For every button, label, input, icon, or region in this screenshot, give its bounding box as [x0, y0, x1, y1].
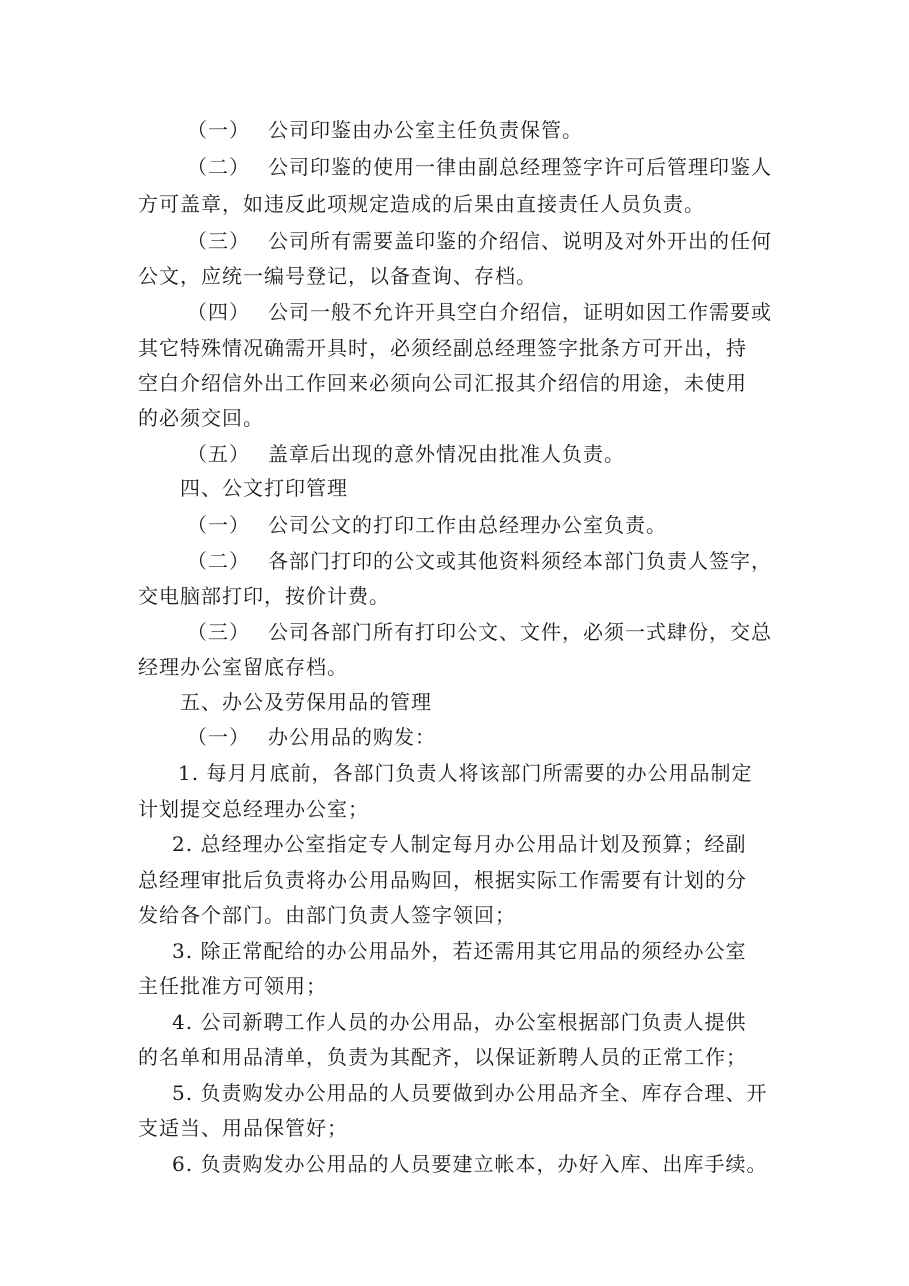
line-text: 的必须交回。: [138, 406, 264, 430]
line-text: 总经理审批后负责将办公用品购回，根据实际工作需要有计划的分: [138, 868, 747, 892]
paragraph-line: [138, 797, 369, 821]
paragraph-line: [187, 442, 625, 466]
line-text: 主任批准方可领用；: [138, 974, 327, 998]
paragraph-line: [138, 336, 747, 360]
line-text: 空白介绍信外出工作回来必须向公司汇报其介绍信的用途，未使用: [138, 371, 747, 395]
paragraph-line: [138, 584, 390, 608]
line-text: 方可盖章，如违反此项规定造成的后果由直接责任人员负责。: [138, 192, 705, 216]
line-text: 交电脑部打印，按价计费。: [138, 584, 390, 608]
paragraph-line: [138, 974, 327, 998]
paragraph-line: [187, 513, 667, 537]
paragraph-line: [138, 1116, 348, 1140]
line-text: 盖章后出现的意外情况由批准人负责。: [268, 442, 625, 466]
numbered-line: [172, 1081, 767, 1105]
line-text: 计划提交总经理办公室；: [138, 797, 369, 821]
numbered-line: [172, 1010, 746, 1034]
numbered-line: [172, 1152, 767, 1176]
item-label: （三）: [187, 620, 250, 644]
paragraph-line: [187, 620, 772, 644]
paragraph-line: [187, 155, 772, 179]
heading-text: 五、办公及劳保用品的管理: [180, 690, 432, 714]
item-label: （一）: [187, 725, 250, 749]
line-text: 3. 除正常配给的办公用品外，若还需用其它用品的须经办公室: [172, 939, 747, 963]
line-text: 的名单和用品清单，负责为其配齐，以保证新聘人员的正常工作；: [138, 1045, 747, 1069]
heading-text: 四、公文打印管理: [180, 476, 348, 500]
line-text: 发给各个部门。由部门负责人签字领回；: [138, 903, 516, 927]
line-text: 公司印鉴的使用一律由副总经理签字许可后管理印鉴人: [268, 155, 772, 179]
paragraph-line: [187, 300, 772, 324]
item-label: （二）: [187, 549, 250, 573]
line-text: 公司一般不允许开具空白介绍信，证明如因工作需要或: [268, 300, 772, 324]
paragraph-line: [138, 192, 705, 216]
line-text: 公司印鉴由办公室主任负责保管。: [268, 118, 583, 142]
line-text: 2. 总经理办公室指定专人制定每月办公用品计划及预算；经副: [172, 832, 747, 856]
line-text: 公司各部门所有打印公文、文件，必须一式肆份，交总: [268, 620, 772, 644]
line-text: 办公用品的购发：: [268, 725, 436, 749]
item-label: （二）: [187, 155, 250, 179]
item-label: （五）: [187, 442, 250, 466]
line-text: 6. 负责购发办公用品的人员要建立帐本，办好入库、出库手续。: [172, 1152, 768, 1176]
line-text: 公司公文的打印工作由总经理办公室负责。: [268, 513, 667, 537]
paragraph-line: [138, 406, 264, 430]
paragraph-line: [138, 903, 516, 927]
paragraph-line: [138, 868, 747, 892]
numbered-line: [172, 939, 746, 963]
line-text: 5. 负责购发办公用品的人员要做到办公用品齐全、库存合理、开: [172, 1081, 768, 1105]
section-heading: [180, 476, 348, 500]
paragraph-line: [138, 1045, 747, 1069]
paragraph-line: [138, 655, 348, 679]
line-text: 其它特殊情况确需开具时，必须经副总经理签字批条方可开出，持: [138, 336, 747, 360]
item-label: （四）: [187, 300, 250, 324]
item-label: （三）: [187, 229, 250, 253]
line-text: 公司所有需要盖印鉴的介绍信、说明及对外开出的任何: [268, 229, 772, 253]
line-text: 公文，应统一编号登记，以备查询、存档。: [138, 264, 537, 288]
item-label: （一）: [187, 513, 250, 537]
item-label: （一）: [187, 118, 250, 142]
paragraph-line: [138, 264, 537, 288]
line-text: 4. 公司新聘工作人员的办公用品，办公室根据部门负责人提供: [172, 1010, 747, 1034]
paragraph-line: [187, 229, 772, 253]
section-heading: [180, 690, 432, 714]
line-text: 支适当、用品保管好；: [138, 1116, 348, 1140]
numbered-line: [172, 832, 746, 856]
paragraph-line: [138, 371, 747, 395]
paragraph-line: [187, 725, 436, 749]
paragraph-line: [187, 118, 583, 142]
line-text: 各部门打印的公文或其他资料须经本部门负责人签字，: [268, 549, 772, 573]
line-text: 经理办公室留底存档。: [138, 655, 348, 679]
paragraph-line: [187, 549, 772, 573]
line-text: 1. 每月月底前，各部门负责人将该部门所需要的办公用品制定: [178, 761, 753, 785]
numbered-line: [178, 761, 752, 785]
